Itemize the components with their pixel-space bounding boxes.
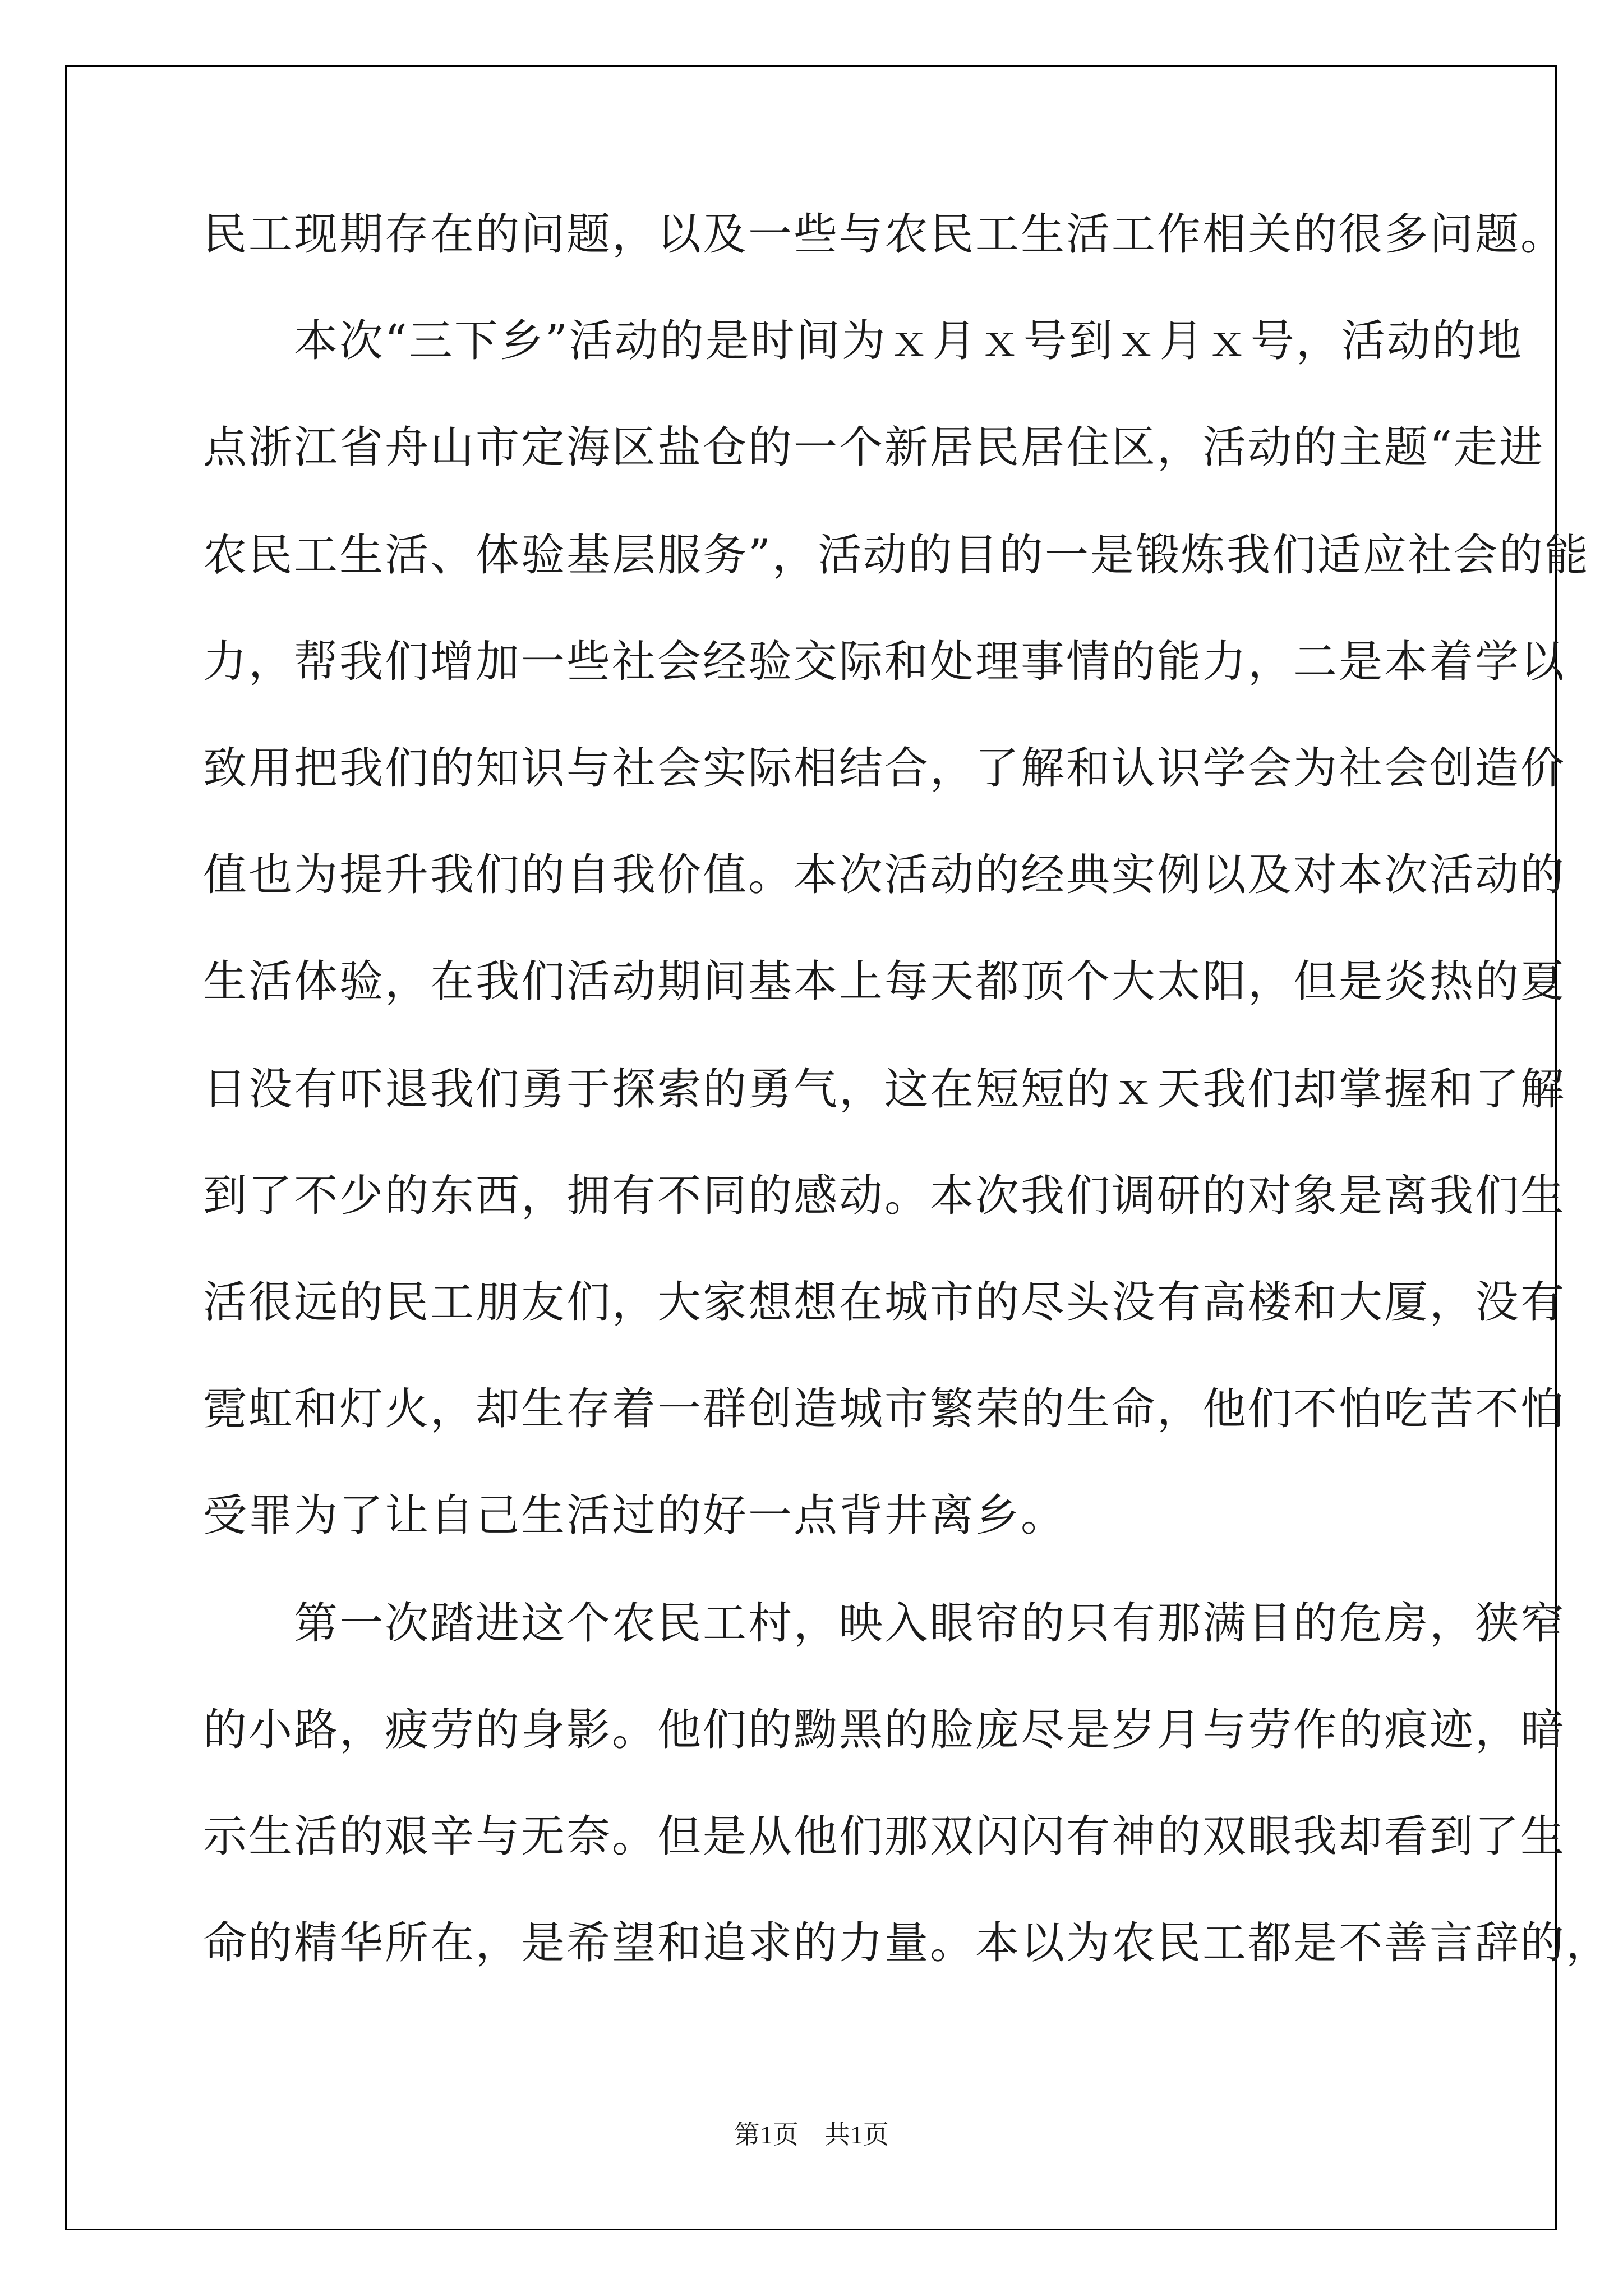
- page-border: [65, 65, 1557, 2230]
- text-line-4: 农民工生活、体验基层服务”，活动的目的一是锻炼我们适应社会的能: [203, 530, 1590, 581]
- text-line-12: 霓虹和灯火，却生存着一群创造城市繁荣的生命，他们不怕吃苦不怕: [203, 1384, 1566, 1434]
- text-line-14: 第一次踏进这个农民工村，映入眼帘的只有那满目的危房，狭窄: [203, 1598, 1566, 1649]
- text-line-7: 值也为提升我们的自我价值。本次活动的经典实例以及对本次活动的: [203, 850, 1566, 900]
- text-line-2: 本次“三下乡”活动的是时间为ｘ月ｘ号到ｘ月ｘ号，活动的地: [203, 316, 1523, 366]
- text-line-5: 力，帮我们增加一些社会经验交际和处理事情的能力，二是本着学以: [203, 637, 1566, 687]
- text-line-6: 致用把我们的知识与社会实际相结合，了解和认识学会为社会创造价: [203, 743, 1566, 794]
- text-line-3: 点浙江省舟山市定海区盐仓的一个新居民居住区，活动的主题“走进: [203, 422, 1544, 473]
- text-line-1: 民工现期存在的问题，以及一些与农民工生活工作相关的很多问题。: [203, 209, 1566, 260]
- text-line-11: 活很远的民工朋友们，大家想想在城市的尽头没有高楼和大厦，没有: [203, 1277, 1566, 1328]
- text-line-17: 命的精华所在，是希望和追求的力量。本以为农民工都是不善言辞的，: [203, 1918, 1612, 1968]
- page-number-footer: 第1页 共1页: [734, 2120, 889, 2149]
- text-line-16: 示生活的艰辛与无奈。但是从他们那双闪闪有神的双眼我却看到了生: [203, 1811, 1566, 1862]
- text-line-15: 的小路，疲劳的身影。他们的黝黑的脸庞尽是岁月与劳作的痕迹，暗: [203, 1705, 1566, 1755]
- text-line-8: 生活体验，在我们活动期间基本上每天都顶个大太阳，但是炎热的夏: [203, 956, 1566, 1007]
- text-line-9: 日没有吓退我们勇于探索的勇气，这在短短的ｘ天我们却掌握和了解: [203, 1064, 1566, 1115]
- text-line-10: 到了不少的东西，拥有不同的感动。本次我们调研的对象是离我们生: [203, 1171, 1566, 1221]
- text-line-13: 受罪为了让自己生活过的好一点背井离乡。: [203, 1490, 1067, 1541]
